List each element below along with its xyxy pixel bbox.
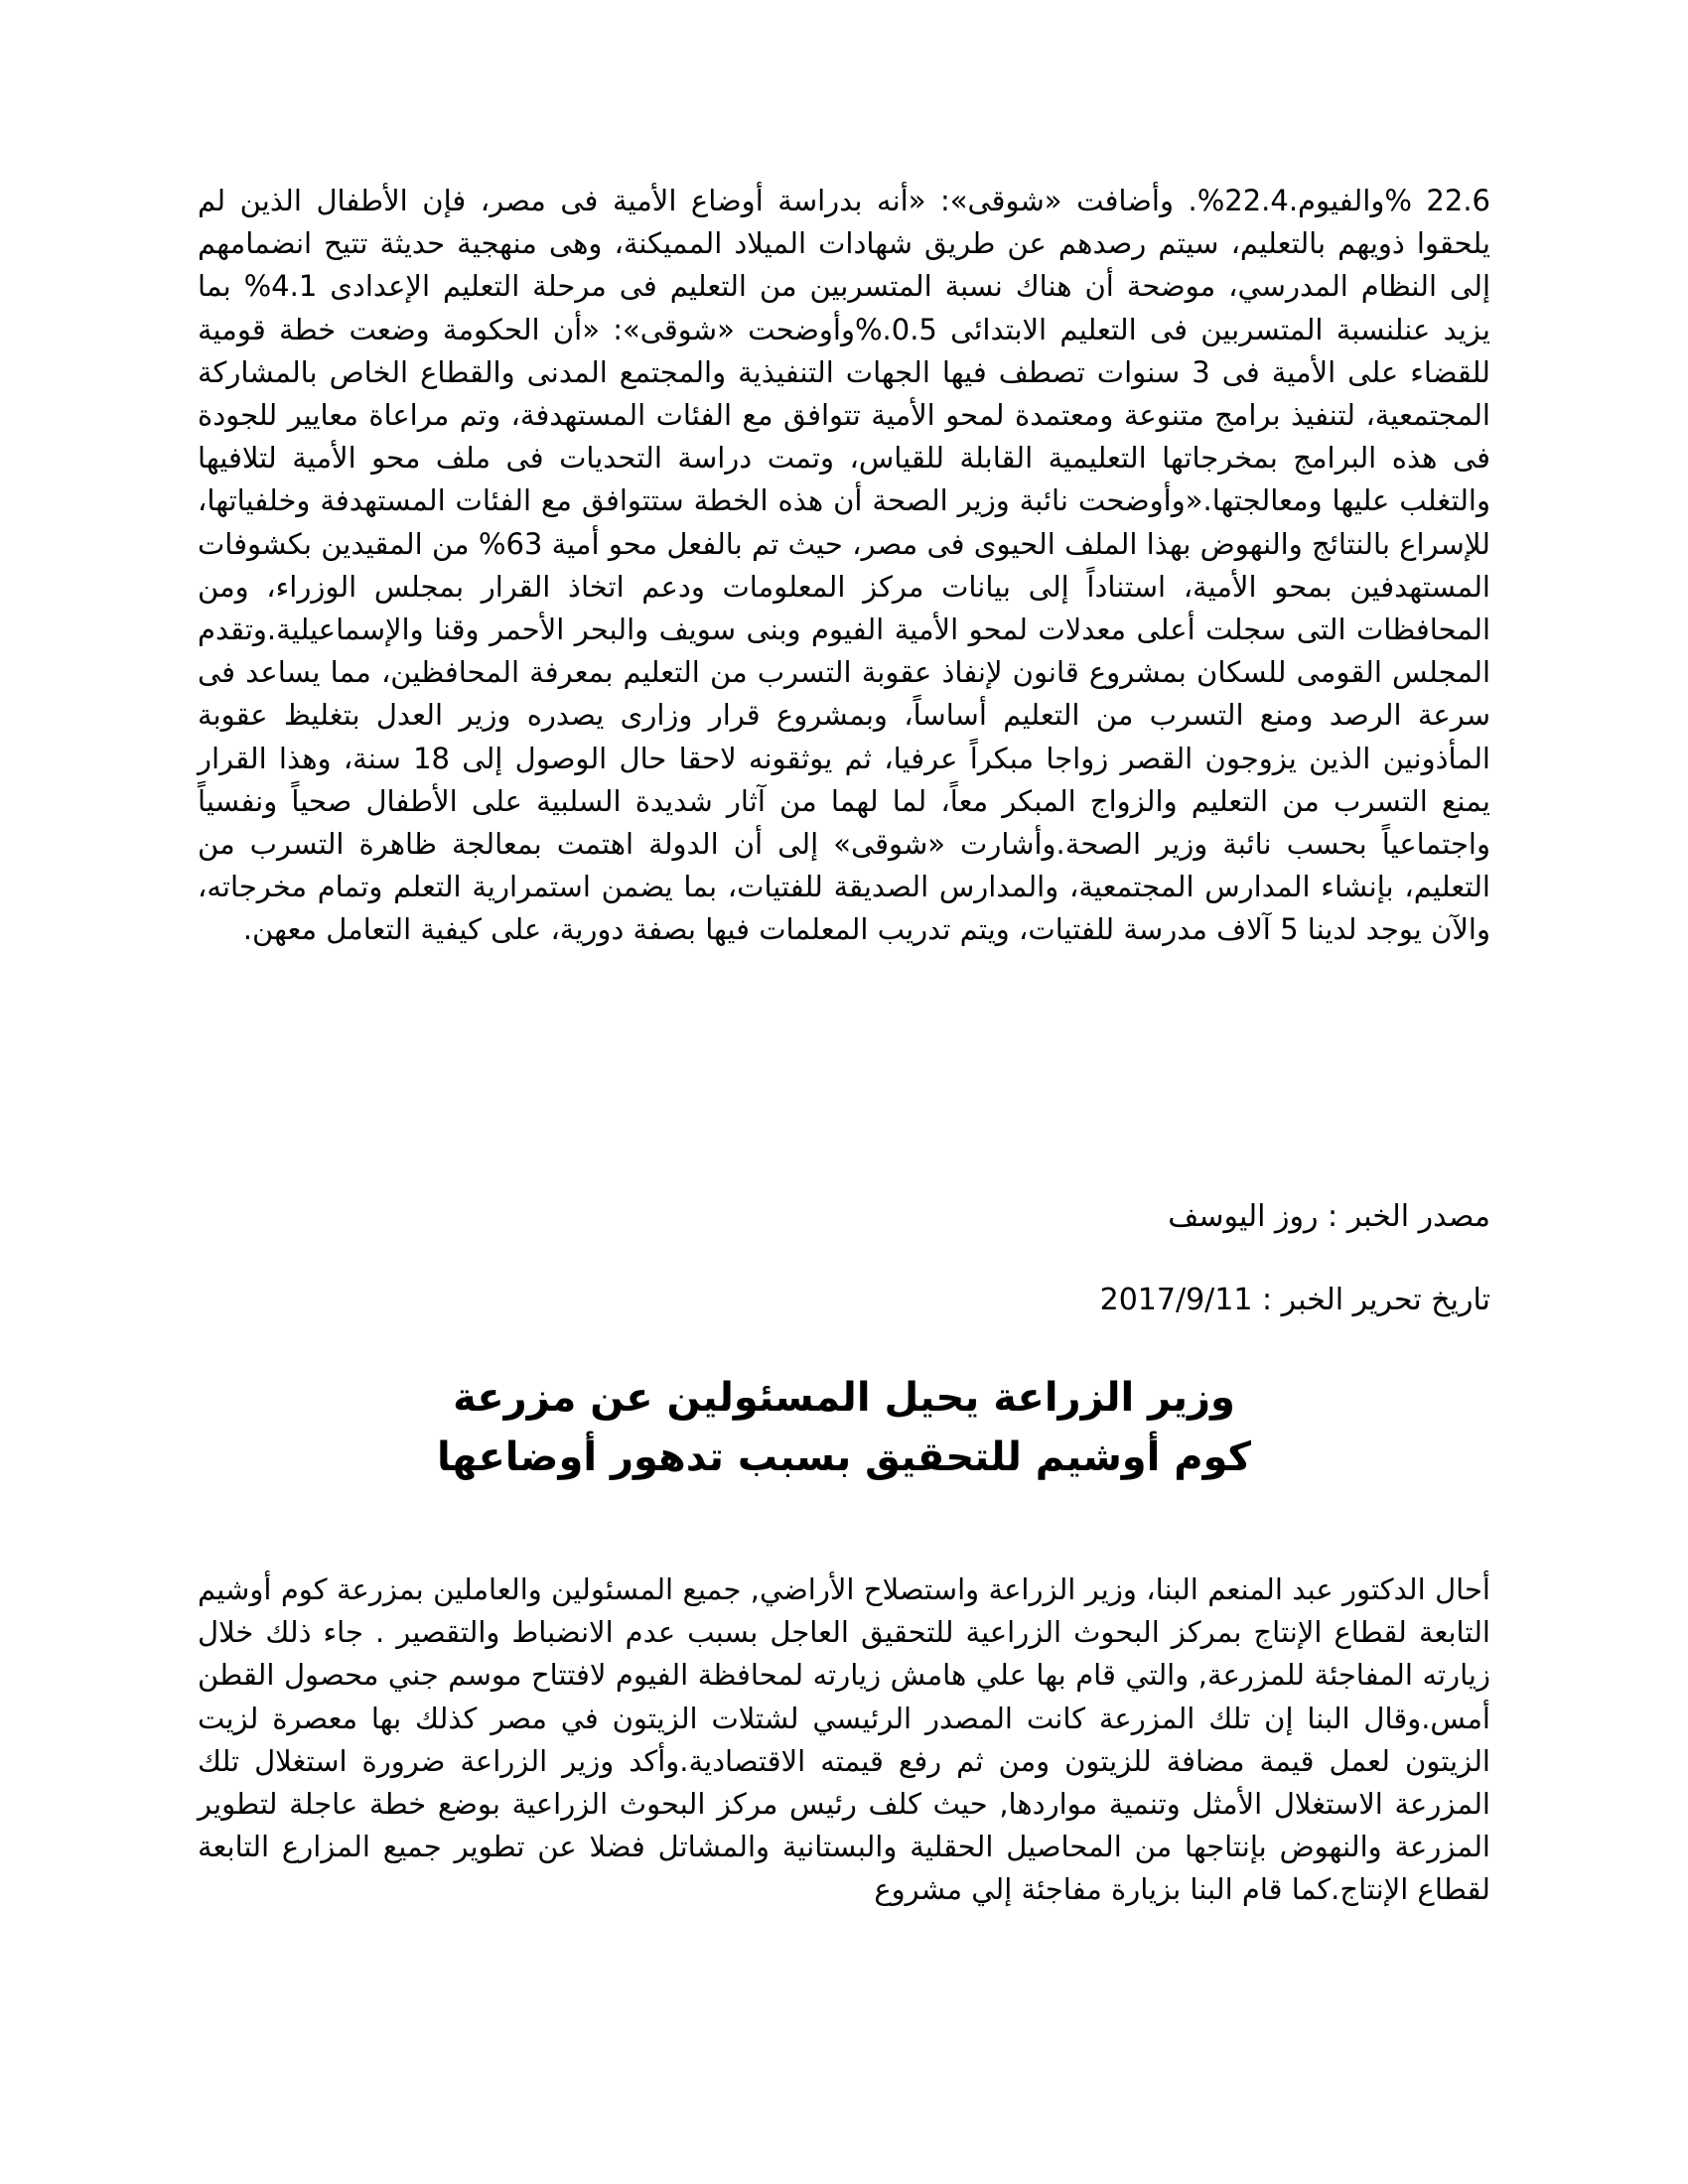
headline-line-2: كوم أوشيم للتحقيق بسبب تدهور أوضاعها	[437, 1434, 1251, 1480]
article-body-paragraph: 22.6 %والفيوم.22.4%. وأضافت «شوقى»: «أنه بدراسة أوضاع الأمية فى مصر، فإن الأطفال الذين لم يلحقوا ذويهم بالتعليم، سيتم رصدهم عن طريق شهادات الميلاد المميكنة، وهى منهجية حديثة تتيح انضمامهم إلى النظام المدرسي، موضحة أن هناك نسبة المتسربين من التعليم فى مرحلة التعليم الإعدادى 4.1% بما يزيد عنلنسبة المتسربين فى التعليم الابتدائى 0.5.%وأوضحت «شوقى»: «أن الحكومة وضعت خطة قومية للقضاء على الأمية فى 3 سنوات تصطف فيها الجهات التنفيذية والمجتمع المدنى والقطاع الخاص بالمشاركة المجتمعية، لتنفيذ برامج متنوعة ومعتمدة لمحو الأمية تتوافق مع الفئات المستهدفة، وتم مراعاة معايير للجودة فى هذه البرامج بمخرجاتها التعليمية القابلة للقياس، وتمت دراسة التحديات فى ملف محو الأمية لتلافيها والتغلب عليها ومعالجتها.«وأوضحت نائبة وزير الصحة أن هذه الخطة ستتوافق مع الفئات المستهدفة وخلفياتها، للإسراع بالنتائج والنهوض بهذا الملف الحيوى فى مصر، حيث تم بالفعل محو أمية 63% من المقيدين بكشوفات المستهدفين بمحو الأمية، استناداً إلى بيانات مركز المعلومات ودعم اتخاذ القرار بمجلس الوزراء، ومن المحافظات التى سجلت أعلى معدلات لمحو الأمية الفيوم وبنى سويف والبحر الأحمر وقنا والإسماعيلية.وتقدم المجلس القومى للسكان بمشروع قانون لإنفاذ عقوبة التسرب من التعليم بمعرفة المحافظين، مما يساعد فى سرعة الرصد ومنع التسرب من التعليم أساساً، وبمشروع قرار وزارى يصدره وزير العدل بتغليظ عقوبة المأذونين الذين يزوجون القصر زواجا مبكراً عرفيا، ثم يوثقونه لاحقا حال الوصول إلى 18 سنة، وهذا القرار يمنع التسرب من التعليم والزواج المبكر معاً، لما لهما من آثار شديدة السلبية على الأطفال صحياً ونفسياً واجتماعياً بحسب نائبة وزير الصحة.وأشارت «شوقى» إلى أن الدولة اهتمت بمعالجة ظاهرة التسرب من التعليم، بإنشاء المدارس المجتمعية، والمدارس الصديقة للفتيات، بما يضمن استمرارية التعلم وتمام مخرجاته، والآن يوجد لدينا 5 آلاف مدرسة للفتيات، ويتم تدريب المعلمات فيها بصفة دورية، على كيفية التعامل معهن.	[198, 184, 1491, 947]
article-body-paragraph: أحال الدكتور عبد المنعم البنا، وزير الزراعة واستصلاح الأراضي, جميع المسئولين والعاملين بمزرعة كوم أوشيم التابعة لقطاع الإنتاج بمركز البحوث الزراعية للتحقيق العاجل بسبب عدم الانضباط والتقصير . جاء ذلك خلال زيارته المفاجئة للمزرعة, والتي قام بها علي هامش زيارته لمحافظة الفيوم لافتتاح موسم جني محصول القطن أمس.وقال البنا إن تلك المزرعة كانت المصدر الرئيسي لشتلات الزيتون في مصر كذلك بها معصرة لزيت الزيتون لعمل قيمة مضافة للزيتون ومن ثم رفع قيمته الاقتصادية.وأكد وزير الزراعة ضرورة استغلال تلك المزرعة الاستغلال الأمثل وتنمية مواردها, حيث كلف رئيس مركز البحوث الزراعية بوضع خطة عاجلة لتطوير المزرعة والنهوض بإنتاجها من المحاصيل الحقلية والبستانية والمشاتل فضلا عن تطوير جميع المزارع التابعة لقطاع الإنتاج.كما قام البنا بزيارة مفاجئة إلي مشروع	[198, 1572, 1490, 1907]
article-headline	[198, 1368, 1490, 1487]
news-date-line: تاريخ تحرير الخبر : 2017/9/11	[1099, 1283, 1490, 1317]
news-source-line: مصدر الخبر : روز اليوسف	[1168, 1199, 1490, 1234]
headline-line-1: وزير الزراعة يحيل المسئولين عن مزرعة	[453, 1375, 1235, 1421]
